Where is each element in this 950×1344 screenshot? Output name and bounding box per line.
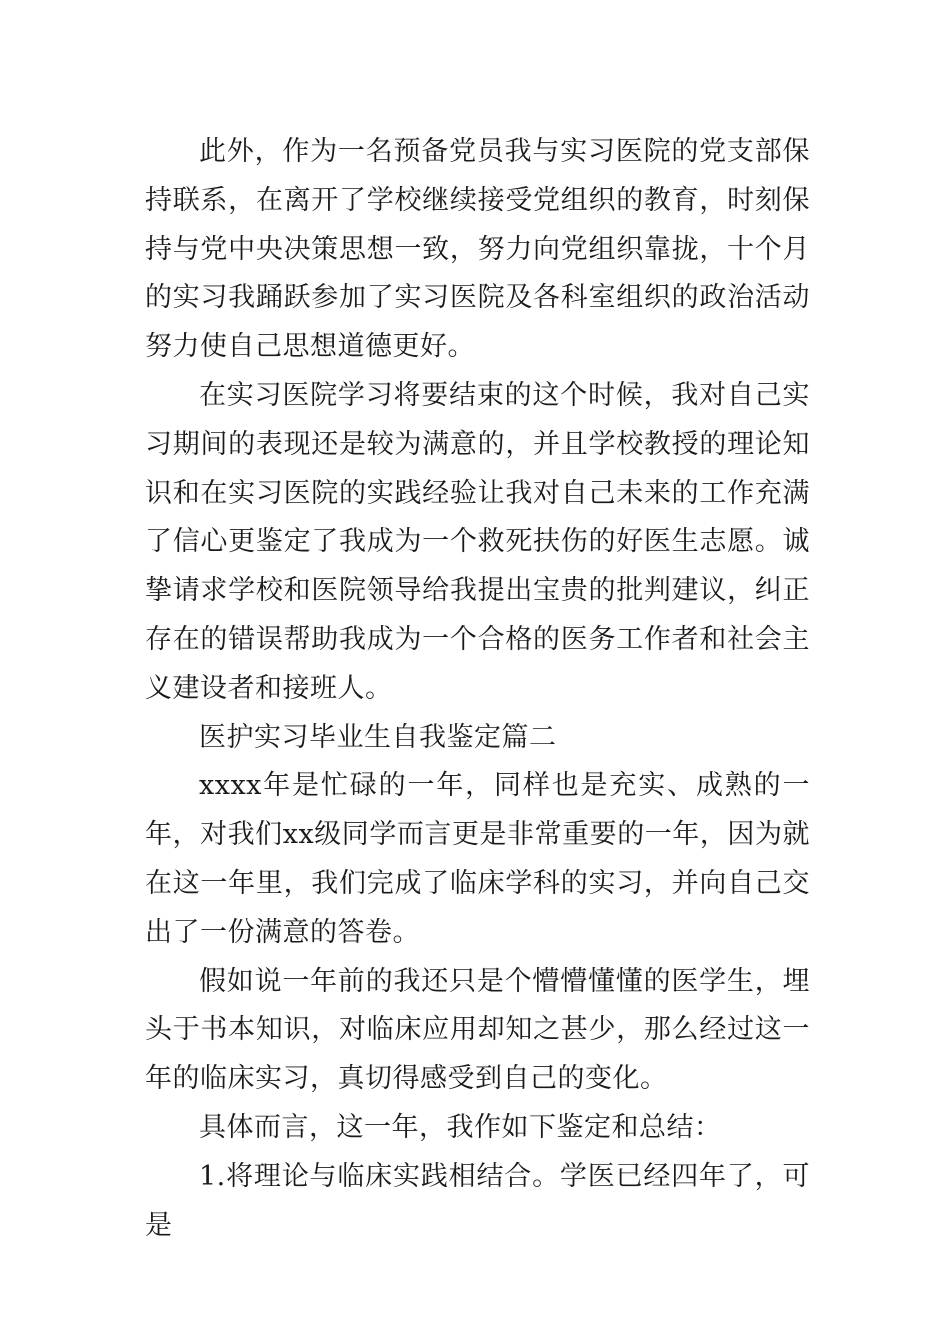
paragraph-party-member: 此外，作为一名预备党员我与实习医院的党支部保持联系，在离开了学校继续接受党组织的教育，时刻保持与党中央决策思想一致，努力向党组织靠拢，十个月的实习我踊跃参加了实习医院及各科室组织的政治活动努力使自己思想道德更好。: [145, 136, 810, 363]
paragraph-summary-intro: 具体而言，这一年，我作如下鉴定和总结：: [199, 1111, 722, 1143]
section-heading: 医护实习毕业生自我鉴定篇二: [199, 721, 557, 753]
document-body: [145, 128, 810, 1250]
paragraph-internship-end: 在实习医院学习将要结束的这个时候，我对自己实习期间的表现还是较为满意的，并且学校教授的理论知识和在实习医院的实践经验让我对自己未来的工作充满了信心更鉴定了我成为一个救死扶伤的好医生志愿。诚挚请求学校和医院领导给我提出宝贵的批判建议，纠正存在的错误帮助我成为一个合格的医务工作者和社会主义建设者和接班人。: [145, 379, 810, 704]
paragraph-busy-year: xxxx年是忙碌的一年，同样也是充实、成熟的一年，对我们xx级同学而言更是非常重要的一年，因为就在这一年里，我们完成了临床学科的实习，并向自己交出了一份满意的答卷。: [145, 770, 810, 948]
paragraph-change: 假如说一年前的我还只是个懵懵懂懂的医学生，埋头于书本知识，对临床应用却知之甚少，那么经过这一年的临床实习，真切得感受到自己的变化。: [145, 965, 810, 1095]
paragraph-item-1: 1.将理论与临床实践相结合。学医已经四年了，可是: [145, 1160, 810, 1241]
